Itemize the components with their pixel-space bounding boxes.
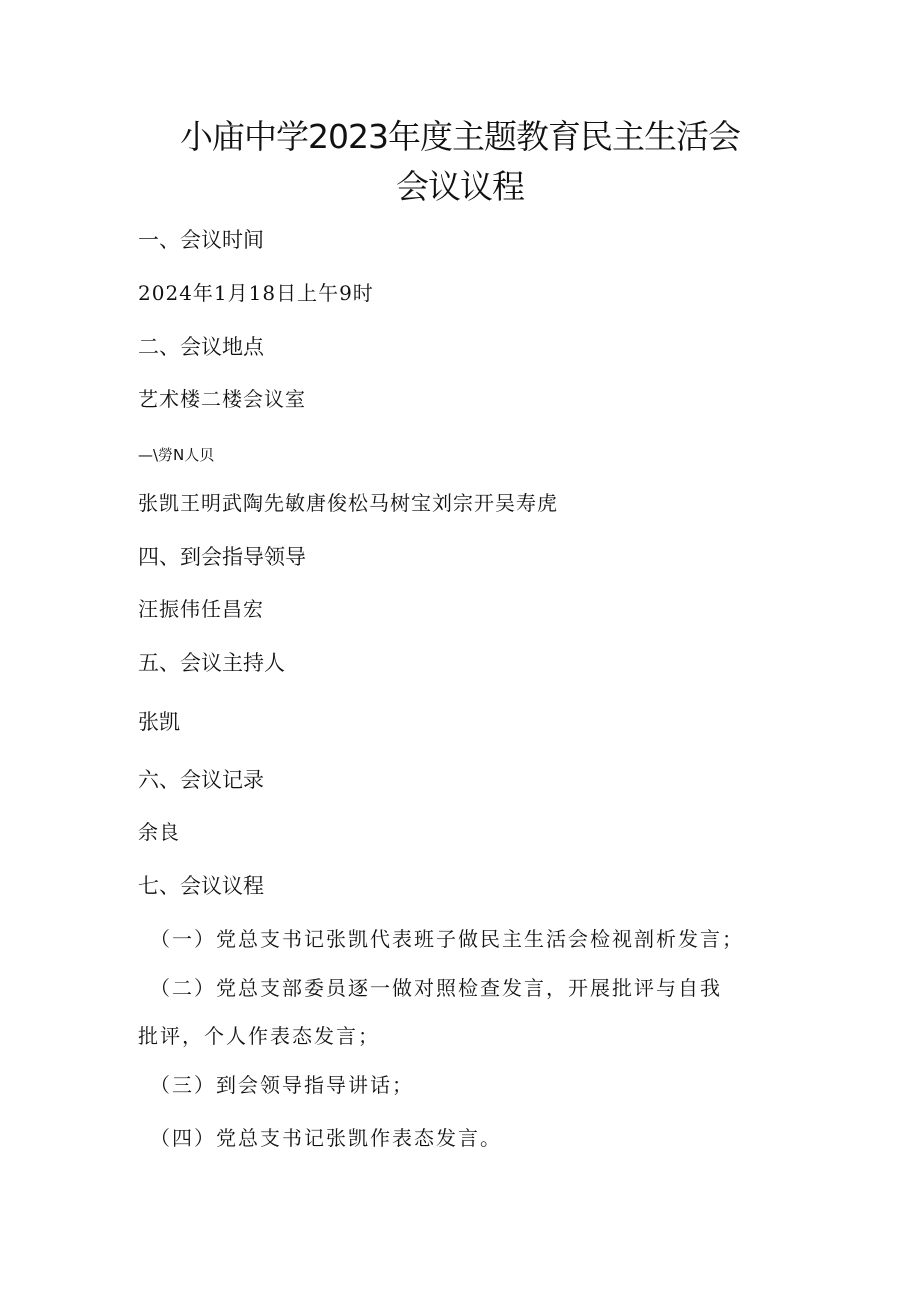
- section-heading-location: 二、会议地点: [138, 335, 264, 359]
- recorder-name: 余良: [138, 820, 180, 844]
- section-heading-agenda: 七、会议议程: [138, 874, 264, 898]
- section-heading-host: 五、会议主持人: [138, 651, 285, 675]
- agenda-item: （三）到会领导指导讲话；: [150, 1073, 414, 1097]
- attendees-list: 张凯王明武陶先敏唐俊松马树宝刘宗开吴寿虎: [138, 491, 558, 515]
- meeting-time-value: 2024年1月18日上午9时: [138, 281, 374, 305]
- section-heading-recorder: 六、会议记录: [138, 768, 264, 792]
- host-name: 张凯: [138, 710, 180, 734]
- agenda-item: （二）党总支部委员逐一做对照检查发言，开展批评与自我: [150, 976, 722, 1000]
- agenda-item: （四）党总支书记张凯作表态发言。: [150, 1126, 502, 1150]
- section-heading-time: 一、会议时间: [138, 228, 264, 252]
- section-heading-leaders: 四、到会指导领导: [138, 545, 306, 569]
- document-title-line1: 小庙中学2023年度主题教育民主生活会: [180, 117, 740, 156]
- document-title-line2: 会议议程: [396, 167, 524, 206]
- agenda-item: （一）党总支书记张凯代表班子做民主生活会检视剖析发言；: [150, 927, 744, 951]
- section-heading-attendees: —\勞N人贝: [138, 446, 215, 464]
- leaders-list: 汪振伟任昌宏: [138, 597, 264, 621]
- agenda-item-continuation: 批评，个人作表态发言；: [138, 1024, 380, 1048]
- meeting-location-value: 艺术楼二楼会议室: [138, 387, 306, 411]
